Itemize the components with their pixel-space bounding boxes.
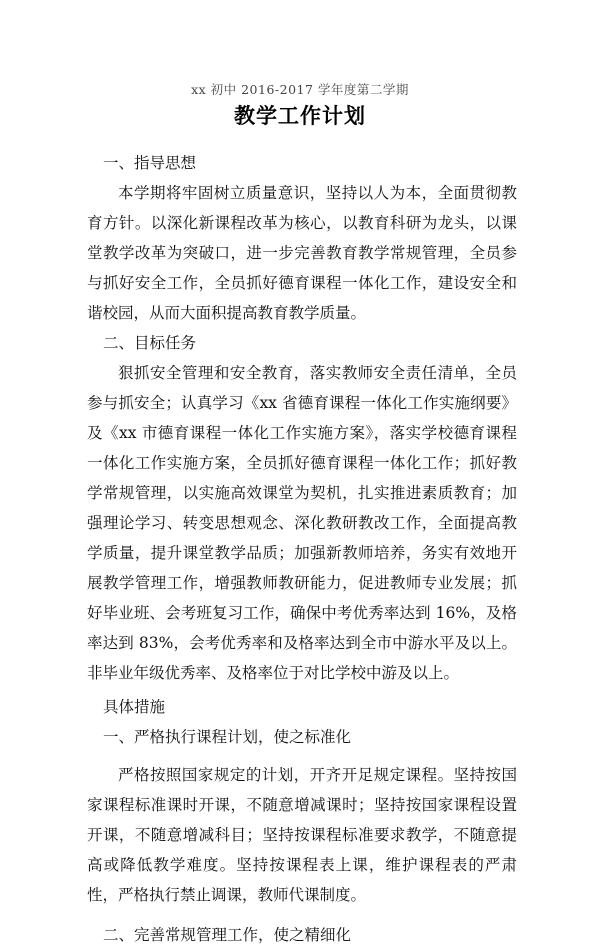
section-heading-measures: 具体措施 bbox=[103, 698, 166, 716]
document-subtitle: xx 初中 2016-2017 学年度第二学期 bbox=[191, 82, 409, 97]
document-body bbox=[87, 148, 517, 950]
subsection-paragraph-curriculum: 严格按照国家规定的计划，开齐开足规定课程。坚持按国家课程标准课时开课，不随意增减课时；坚持按国家课程设置开课，不随意增减科目；坚持按课程标准要求教学，不随意提高或降低教学难度。坚持按课程表上课，维护课程表的严肃性，严格执行禁止调课，教师代课制度。 bbox=[87, 766, 517, 904]
section-heading-goals: 二、目标任务 bbox=[103, 334, 197, 352]
subsection-heading-curriculum: 一、严格执行课程计划，使之标准化 bbox=[103, 728, 352, 746]
section-paragraph-guiding: 本学期将牢固树立质量意识，坚持以人为本，全面贯彻教育方针。以深化新课程改革为核心，以教育科研为龙头，以课堂教学改革为突破口，进一步完善教育教学常规管理，全员参与抓好安全工作，全员抓好德育课程一体化工作，建设安全和谐校园，从而大面积提高教育教学质量。 bbox=[87, 184, 517, 322]
section-paragraph-goals: 狠抓安全管理和安全教育，落实教师安全责任清单，全员参与抓安全；认真学习《xx 省德育课程一体化工作实施纲要》及《xx 市德育课程一体化工作实施方案》，落实学校德育课程一体化工作实施方案，全员抓好德育课程一体化工作；抓好教学常规管理，以实施高效课堂为契机，扎实推进素质教育；加强理论学习、转变思想观念、深化教研教改工作，全面提高教学质量，提升课堂教学品质；加强新教师培养，务实有效地开展教学管理工作，增强教师教研能力，促进教师专业发展；抓好毕业班、会考班复习工作，确保中考优秀率达到 16%，及格率达到 83%，会考优秀率和及格率达到全市中游水平及以上。非毕业年级优秀率、及格率位于对比学校中游及以上。 bbox=[87, 364, 517, 682]
document-title: 教学工作计划 bbox=[234, 103, 366, 128]
section-heading-guiding: 一、指导思想 bbox=[103, 154, 197, 172]
subsection-heading-routine: 二、完善常规管理工作，使之精细化 bbox=[103, 926, 352, 944]
